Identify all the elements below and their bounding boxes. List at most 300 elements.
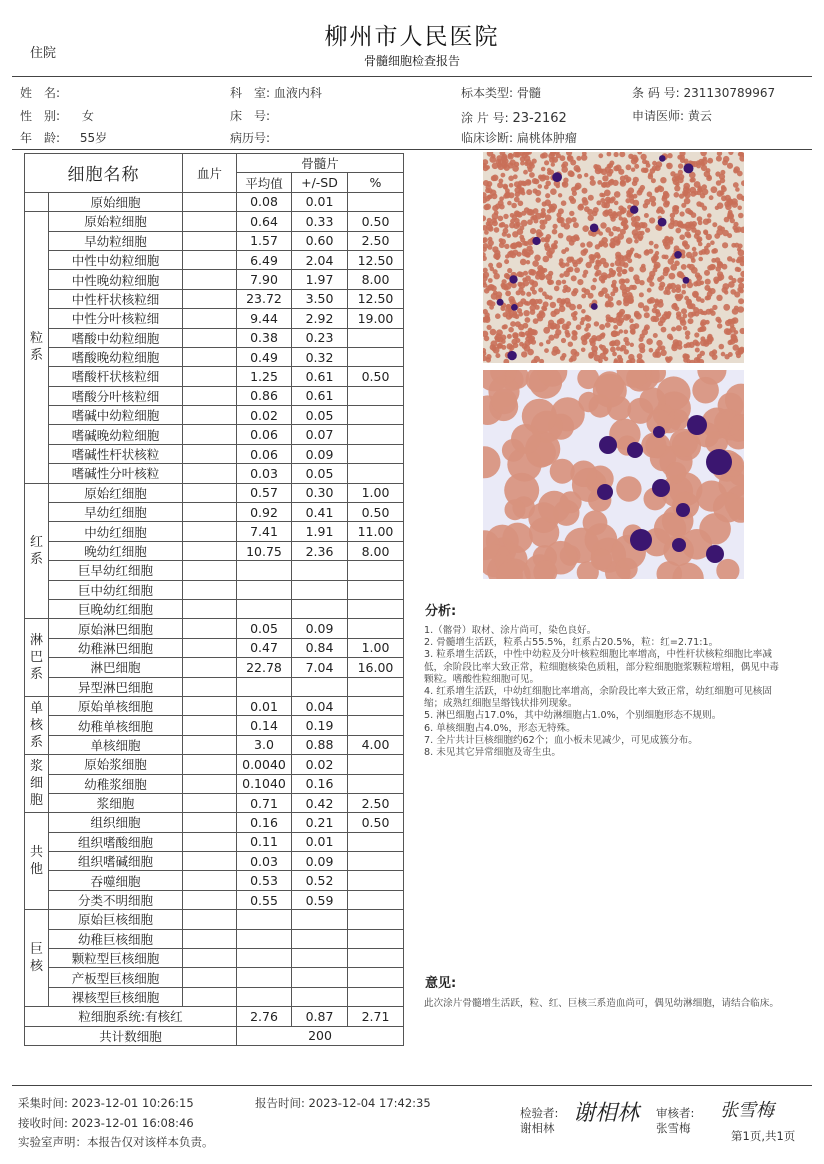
cell-name: 原始细胞 — [49, 192, 183, 211]
red-blood-cell — [602, 275, 607, 280]
red-blood-cell — [692, 251, 698, 257]
red-blood-cell — [556, 184, 560, 188]
table-row — [25, 522, 404, 541]
red-blood-cell — [523, 271, 528, 276]
red-blood-cell — [612, 226, 617, 231]
table-row — [25, 813, 404, 832]
red-blood-cell — [514, 181, 520, 187]
reviewer-signature: 张雪梅 — [720, 1100, 774, 1121]
cell-name: 巨晚幼红细胞 — [49, 599, 183, 618]
sd-value: 2.92 — [292, 309, 348, 328]
red-blood-cell — [576, 156, 581, 161]
micrograph-low-svg — [483, 152, 744, 363]
blood-value — [183, 580, 237, 599]
red-blood-cell — [584, 206, 590, 212]
mean-value — [237, 677, 292, 696]
header-marrow-smear: 骨髓片 — [237, 154, 404, 173]
blood-value — [183, 522, 237, 541]
table-row — [25, 852, 404, 871]
nucleated-cell — [532, 237, 540, 245]
sd-value: 3.50 — [292, 289, 348, 308]
red-blood-cell — [682, 242, 687, 247]
red-blood-cell — [581, 348, 586, 353]
receive-label: 接收时间: — [18, 1116, 68, 1130]
red-blood-cell — [656, 312, 662, 318]
red-blood-cell — [504, 244, 509, 249]
sd-value: 0.52 — [292, 871, 348, 890]
cell-name: 中性分叶核粒细 — [49, 309, 183, 328]
mean-value: 0.14 — [237, 716, 292, 735]
red-blood-cell — [614, 340, 621, 347]
red-blood-cell — [542, 219, 547, 224]
red-blood-cell — [514, 314, 519, 319]
red-blood-cell — [564, 223, 571, 230]
red-blood-cell — [606, 199, 611, 204]
header-divider — [12, 76, 812, 77]
red-blood-cell — [523, 170, 528, 175]
red-blood-cell — [699, 250, 704, 255]
cell-name: 组织嗜酸细胞 — [49, 832, 183, 851]
red-blood-cell — [575, 167, 580, 172]
blood-value — [183, 309, 237, 328]
mean-value: 0.92 — [237, 503, 292, 522]
red-blood-cell — [532, 290, 537, 295]
red-blood-cell — [707, 339, 713, 345]
red-blood-cell — [503, 214, 508, 219]
red-blood-cell — [720, 178, 725, 183]
red-blood-cell — [563, 178, 568, 183]
cell-name: 嗜酸中幼粒细胞 — [49, 328, 183, 347]
blood-value — [183, 347, 237, 366]
blood-value — [183, 386, 237, 405]
red-blood-cell — [666, 315, 671, 320]
red-blood-cell — [675, 228, 681, 234]
red-blood-cell — [660, 350, 666, 356]
red-blood-cell — [520, 259, 527, 266]
table-row — [25, 386, 404, 405]
red-blood-cell — [645, 228, 650, 233]
red-blood-cell — [728, 275, 733, 280]
red-blood-cell — [595, 260, 601, 266]
mean-value: 0.06 — [237, 425, 292, 444]
red-blood-cell — [560, 262, 566, 268]
red-blood-cell — [629, 318, 634, 323]
cell-name: 幼稚淋巴细胞 — [49, 638, 183, 657]
red-blood-cell — [700, 326, 706, 332]
red-blood-cell — [506, 233, 511, 238]
red-blood-cell — [634, 253, 639, 258]
doctor-field — [632, 107, 712, 124]
cell-name: 裸核型巨核细胞 — [49, 987, 183, 1006]
nucleated-cell — [659, 155, 666, 162]
red-blood-cell — [561, 338, 566, 343]
red-blood-cell — [617, 233, 624, 240]
red-blood-cell — [545, 181, 551, 187]
case-field — [230, 129, 270, 146]
red-blood-cell — [542, 201, 547, 206]
nucleated-cell — [627, 442, 643, 458]
red-blood-cell — [492, 220, 498, 226]
red-blood-cell — [551, 323, 557, 329]
red-blood-cell — [590, 180, 596, 186]
red-blood-cell — [497, 182, 503, 188]
red-blood-cell — [638, 231, 642, 235]
cell-table-body — [25, 192, 404, 1006]
pct-value — [348, 561, 404, 580]
red-blood-cell — [513, 333, 519, 339]
red-blood-cell — [534, 255, 541, 262]
table-row — [25, 949, 404, 968]
doctor-label: 申请医师: — [632, 109, 685, 123]
red-blood-cell — [518, 301, 524, 307]
sd-value: 0.04 — [292, 696, 348, 715]
red-blood-cell — [525, 331, 530, 336]
pct-value — [348, 677, 404, 696]
blood-value — [183, 890, 237, 909]
red-blood-cell — [728, 352, 733, 357]
red-blood-cell — [737, 206, 742, 211]
sd-value: 0.16 — [292, 774, 348, 793]
blood-value — [183, 638, 237, 657]
blood-value — [183, 599, 237, 618]
cell-name: 原始单核细胞 — [49, 696, 183, 715]
red-blood-cell — [705, 279, 711, 285]
nucleated-cell — [509, 275, 517, 283]
red-blood-cell — [532, 260, 539, 267]
red-blood-cell — [717, 202, 724, 209]
sd-value — [292, 949, 348, 968]
red-blood-cell — [603, 350, 608, 355]
red-blood-cell — [617, 272, 622, 277]
red-blood-cell — [626, 190, 631, 195]
pct-value — [348, 580, 404, 599]
red-blood-cell — [552, 157, 558, 163]
table-row — [25, 599, 404, 618]
red-blood-cell — [734, 291, 740, 297]
red-blood-cell — [700, 336, 705, 341]
blood-value — [183, 658, 237, 677]
red-blood-cell — [706, 295, 711, 300]
red-blood-cell — [669, 273, 676, 280]
ward-label: 住院 — [30, 46, 57, 61]
red-blood-cell — [577, 204, 584, 211]
cell-name: 中性晚幼粒细胞 — [49, 270, 183, 289]
blood-value — [183, 464, 237, 483]
red-blood-cell — [566, 302, 572, 308]
pct-value: 19.00 — [348, 309, 404, 328]
reviewer-label: 审核者: — [656, 1106, 695, 1120]
pct-value: 1.00 — [348, 483, 404, 502]
red-blood-cell — [502, 325, 507, 330]
table-row — [25, 755, 404, 774]
red-blood-cell — [737, 247, 741, 251]
sd-value: 2.36 — [292, 541, 348, 560]
table-row — [25, 793, 404, 812]
blood-value — [183, 987, 237, 1006]
pct-value: 2.50 — [348, 231, 404, 250]
red-blood-cell — [486, 224, 493, 231]
cell-name: 原始浆细胞 — [49, 755, 183, 774]
sd-value: 0.84 — [292, 638, 348, 657]
red-blood-cell — [681, 308, 687, 314]
red-blood-cell — [652, 268, 657, 273]
age-label: 年 龄: — [20, 131, 61, 145]
red-blood-cell — [655, 165, 661, 171]
red-blood-cell — [737, 194, 743, 200]
red-blood-cell — [559, 318, 565, 324]
pct-value — [348, 755, 404, 774]
red-blood-cell — [631, 168, 635, 172]
red-blood-cell — [513, 223, 519, 229]
red-blood-cell — [505, 499, 526, 520]
red-blood-cell — [546, 340, 551, 345]
mean-value: 0.49 — [237, 347, 292, 366]
receive-value: 2023-12-01 16:08:46 — [71, 1116, 194, 1130]
red-blood-cell — [544, 237, 550, 243]
red-blood-cell — [662, 255, 667, 260]
dept-value: 血液内科 — [273, 86, 322, 100]
red-blood-cell — [688, 210, 693, 215]
table-row — [25, 910, 404, 929]
red-blood-cell — [512, 165, 519, 172]
red-blood-cell — [625, 278, 630, 283]
red-blood-cell — [502, 158, 509, 165]
red-blood-cell — [737, 287, 743, 293]
red-blood-cell — [538, 288, 543, 293]
group-label — [25, 192, 49, 211]
red-blood-cell — [639, 292, 644, 297]
red-blood-cell — [651, 256, 658, 263]
sd-value: 0.88 — [292, 735, 348, 754]
red-blood-cell — [568, 342, 573, 347]
red-blood-cell — [701, 165, 707, 171]
red-blood-cell — [660, 209, 665, 214]
red-blood-cell — [686, 233, 691, 238]
red-blood-cell — [561, 166, 568, 173]
ratio-sd: 0.87 — [292, 1007, 348, 1026]
red-blood-cell — [542, 152, 548, 158]
pct-value: 12.50 — [348, 250, 404, 269]
red-blood-cell — [674, 192, 680, 198]
red-blood-cell — [722, 264, 728, 270]
blood-value — [183, 755, 237, 774]
mean-value: 0.38 — [237, 328, 292, 347]
red-blood-cell — [691, 221, 697, 227]
red-blood-cell — [731, 201, 738, 208]
pct-value — [348, 910, 404, 929]
red-blood-cell — [665, 462, 686, 483]
red-blood-cell — [487, 325, 492, 330]
opinion-text: 此次涂片骨髓增生活跃，粒、红、巨核三系造血尚可，偶见幼淋细胞，请结合临床。 — [424, 998, 779, 1009]
red-blood-cell — [520, 161, 525, 166]
mean-value — [237, 987, 292, 1006]
red-blood-cell — [640, 266, 647, 273]
red-blood-cell — [519, 342, 524, 347]
group-label: 共他 — [25, 813, 49, 910]
red-blood-cell — [611, 270, 617, 276]
red-blood-cell — [616, 476, 641, 501]
sample-label: 标本类型: — [461, 86, 514, 100]
red-blood-cell — [685, 225, 692, 232]
red-blood-cell — [613, 325, 618, 330]
red-blood-cell — [661, 327, 667, 333]
red-blood-cell — [626, 177, 632, 183]
red-blood-cell — [722, 287, 728, 293]
blood-value — [183, 192, 237, 211]
red-blood-cell — [681, 203, 686, 208]
red-blood-cell — [566, 268, 571, 273]
red-blood-cell — [533, 208, 539, 214]
red-blood-cell — [493, 253, 499, 259]
pct-value — [348, 192, 404, 211]
pct-value — [348, 949, 404, 968]
diagnosis-value: 扁桃体肿瘤 — [516, 131, 577, 145]
red-blood-cell — [648, 174, 653, 179]
red-blood-cell — [717, 323, 722, 328]
red-blood-cell — [571, 275, 577, 281]
red-blood-cell — [488, 278, 493, 283]
red-blood-cell — [646, 338, 653, 345]
red-blood-cell — [648, 275, 654, 281]
sd-value — [292, 987, 348, 1006]
pct-value: 0.50 — [348, 503, 404, 522]
red-blood-cell — [706, 309, 712, 315]
red-blood-cell — [639, 337, 644, 342]
red-blood-cell — [715, 317, 721, 323]
red-blood-cell — [663, 201, 669, 207]
analysis-title: 分析: — [425, 604, 457, 619]
red-blood-cell — [514, 197, 520, 203]
red-blood-cell — [550, 302, 556, 308]
red-blood-cell — [505, 193, 511, 199]
pct-value — [348, 929, 404, 948]
red-blood-cell — [571, 349, 578, 356]
table-row — [25, 890, 404, 909]
red-blood-cell — [680, 158, 685, 163]
red-blood-cell — [694, 181, 701, 188]
red-blood-cell — [498, 216, 504, 222]
blood-value — [183, 949, 237, 968]
page-number: 第1页,共1页 — [731, 1129, 796, 1143]
red-blood-cell — [544, 160, 549, 165]
red-blood-cell — [569, 211, 574, 216]
red-blood-cell — [723, 304, 730, 311]
red-blood-cell — [681, 264, 687, 270]
red-blood-cell — [629, 285, 634, 290]
red-blood-cell — [565, 247, 570, 252]
mean-value: 0.86 — [237, 386, 292, 405]
examiner-name: 谢相林 — [520, 1121, 555, 1135]
red-blood-cell — [649, 282, 654, 287]
sd-value: 7.04 — [292, 658, 348, 677]
group-label: 单核系 — [25, 696, 49, 754]
collect-label: 采集时间: — [18, 1096, 68, 1110]
sd-value: 0.42 — [292, 793, 348, 812]
red-blood-cell — [700, 321, 705, 326]
red-blood-cell — [545, 193, 550, 198]
group-label: 浆细胞 — [25, 755, 49, 813]
mean-value: 0.06 — [237, 444, 292, 463]
mean-value: 0.0040 — [237, 755, 292, 774]
red-blood-cell — [505, 188, 510, 193]
red-blood-cell — [655, 188, 660, 193]
group-label: 淋巴系 — [25, 619, 49, 697]
red-blood-cell — [626, 314, 631, 319]
red-blood-cell — [719, 344, 725, 350]
red-blood-cell — [561, 200, 567, 206]
report-value: 2023-12-04 17:42:35 — [308, 1096, 431, 1110]
red-blood-cell — [634, 216, 640, 222]
sd-value — [292, 580, 348, 599]
red-blood-cell — [658, 285, 664, 291]
cell-name: 早幼粒细胞 — [49, 231, 183, 250]
table-row — [25, 328, 404, 347]
sd-value: 0.30 — [292, 483, 348, 502]
red-blood-cell — [539, 311, 546, 318]
red-blood-cell — [700, 281, 705, 286]
blood-value — [183, 735, 237, 754]
red-blood-cell — [527, 219, 533, 225]
red-blood-cell — [630, 330, 635, 335]
mean-value: 0.01 — [237, 696, 292, 715]
total-row — [25, 1026, 404, 1045]
red-blood-cell — [668, 356, 673, 361]
nucleated-cell — [706, 449, 732, 475]
red-blood-cell — [642, 329, 648, 335]
smear-field — [461, 109, 567, 126]
pct-value — [348, 871, 404, 890]
age-value: 55岁 — [79, 131, 108, 145]
blood-value — [183, 832, 237, 851]
blood-value — [183, 406, 237, 425]
red-blood-cell — [484, 230, 489, 235]
red-blood-cell — [610, 347, 616, 353]
nucleated-cell — [676, 503, 690, 517]
nucleated-cell — [706, 545, 724, 563]
cell-name: 产板型巨核细胞 — [49, 968, 183, 987]
red-blood-cell — [647, 288, 652, 293]
pct-value: 0.50 — [348, 367, 404, 386]
red-blood-cell — [625, 198, 630, 203]
red-blood-cell — [551, 350, 557, 356]
red-blood-cell — [618, 169, 624, 175]
mean-value: 0.02 — [237, 406, 292, 425]
pct-value: 12.50 — [348, 289, 404, 308]
red-blood-cell — [499, 223, 504, 228]
red-blood-cell — [589, 258, 594, 263]
red-blood-cell — [612, 212, 618, 218]
red-blood-cell — [524, 252, 530, 258]
red-blood-cell — [614, 201, 619, 206]
red-blood-cell — [585, 316, 591, 322]
red-blood-cell — [526, 209, 533, 216]
red-blood-cell — [520, 237, 525, 242]
red-blood-cell — [543, 327, 550, 334]
red-blood-cell — [701, 159, 708, 166]
red-blood-cell — [552, 229, 558, 235]
red-blood-cell — [669, 336, 674, 341]
table-row — [25, 987, 404, 1006]
ratio-row — [25, 1007, 404, 1026]
red-blood-cell — [496, 262, 502, 268]
red-blood-cell — [560, 356, 565, 361]
blood-value — [183, 968, 237, 987]
red-blood-cell — [709, 351, 715, 357]
pct-value — [348, 599, 404, 618]
mean-value: 0.08 — [237, 192, 292, 211]
red-blood-cell — [603, 262, 609, 268]
red-blood-cell — [677, 221, 684, 228]
